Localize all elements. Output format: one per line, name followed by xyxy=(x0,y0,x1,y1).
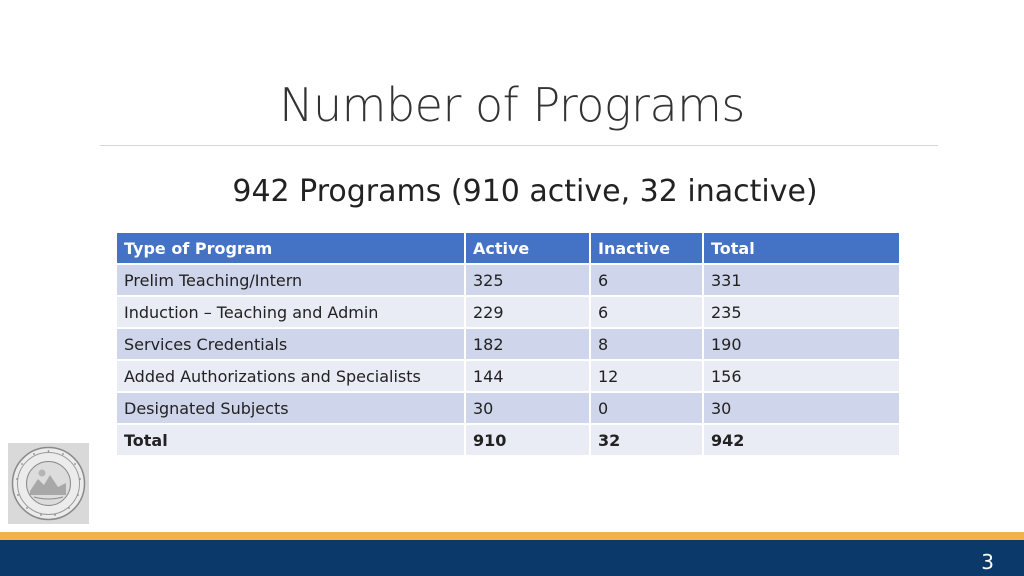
cell-inactive: 0 xyxy=(590,392,703,424)
cell-total-label: Total xyxy=(117,424,465,456)
cell-active: 144 xyxy=(465,360,590,392)
cell-total: 30 xyxy=(703,392,899,424)
header-total: Total xyxy=(703,233,899,264)
cell-program-type: Designated Subjects xyxy=(117,392,465,424)
table-total-row xyxy=(117,424,899,456)
table-header-row xyxy=(117,233,899,264)
cell-program-type: Prelim Teaching/Intern xyxy=(117,264,465,296)
cell-inactive: 6 xyxy=(590,264,703,296)
slide-subtitle: 942 Programs (910 active, 32 inactive) xyxy=(232,174,818,209)
table-row xyxy=(117,392,899,424)
cell-inactive: 12 xyxy=(590,360,703,392)
cell-program-type: Added Authorizations and Specialists xyxy=(117,360,465,392)
cell-total: 190 xyxy=(703,328,899,360)
table-row xyxy=(117,360,899,392)
cell-active: 182 xyxy=(465,328,590,360)
programs-table xyxy=(117,233,899,457)
cell-active: 229 xyxy=(465,296,590,328)
cell-total: 331 xyxy=(703,264,899,296)
cell-grand-total: 942 xyxy=(703,424,899,456)
footer-accent-stripe xyxy=(0,532,1024,540)
header-type-of-program: Type of Program xyxy=(117,233,465,264)
cell-inactive: 6 xyxy=(590,296,703,328)
cell-program-type: Induction – Teaching and Admin xyxy=(117,296,465,328)
cell-active: 325 xyxy=(465,264,590,296)
title-divider xyxy=(100,145,938,146)
table-row xyxy=(117,264,899,296)
footer-bar xyxy=(0,540,1024,576)
state-commission-seal-icon xyxy=(8,443,89,524)
cell-total: 235 xyxy=(703,296,899,328)
header-active: Active xyxy=(465,233,590,264)
slide-title: Number of Programs xyxy=(279,78,745,132)
cell-active: 30 xyxy=(465,392,590,424)
cell-total: 156 xyxy=(703,360,899,392)
page-number: 3 xyxy=(981,550,994,574)
cell-program-type: Services Credentials xyxy=(117,328,465,360)
header-inactive: Inactive xyxy=(590,233,703,264)
table-row xyxy=(117,296,899,328)
cell-inactive: 8 xyxy=(590,328,703,360)
table-row xyxy=(117,328,899,360)
cell-total-inactive: 32 xyxy=(590,424,703,456)
cell-total-active: 910 xyxy=(465,424,590,456)
